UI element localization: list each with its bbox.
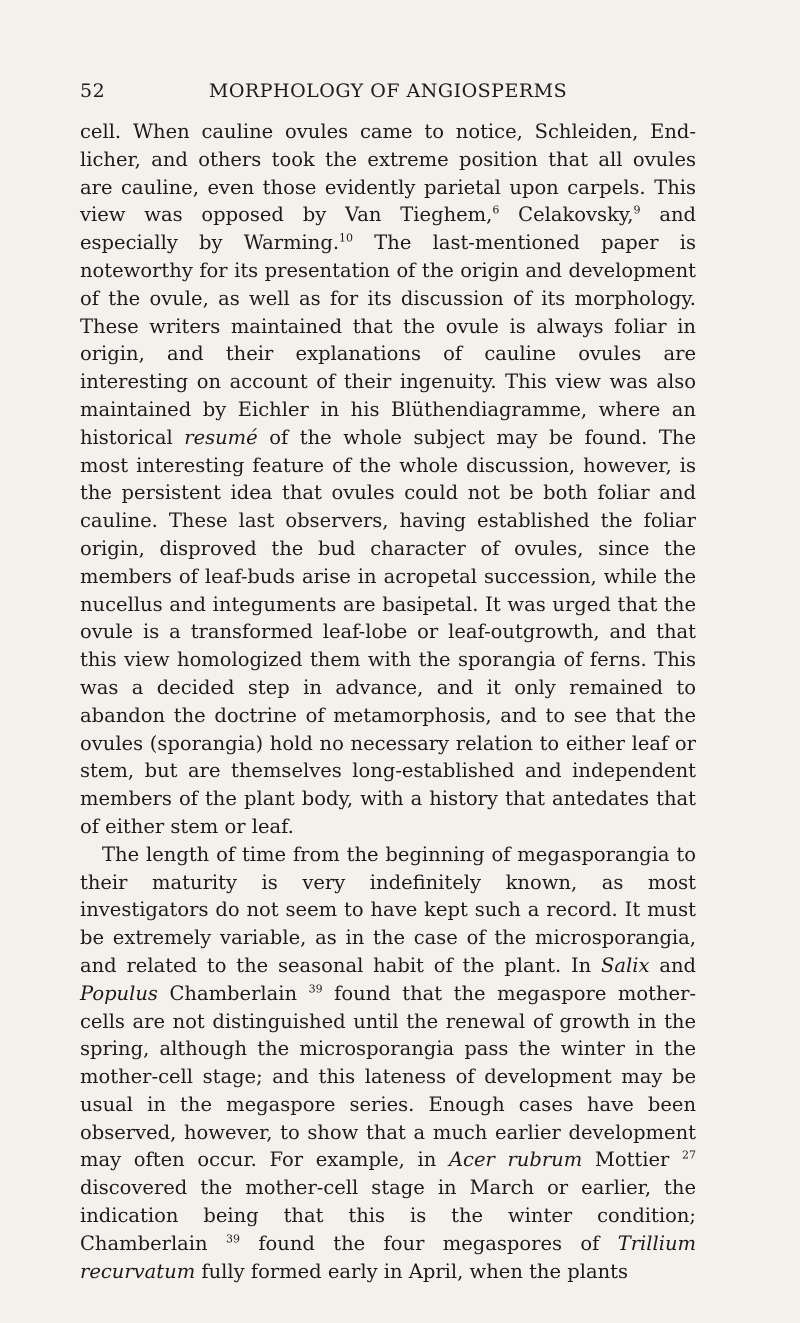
text-segment: Mottier bbox=[582, 1148, 682, 1172]
text-segment: of the whole subject may be found. The most interesting feature of the whole discussion, however, is the persistent idea that ovules could not be both foliar and cauline. These last observers, having established the foliar origin, disproved the bud character of ovules, since the members of leaf-buds arise in acropetal succession, while the nucellus and integuments are basipetal. It was urged that the ovule is a transformed leaf-lobe or leaf-outgrowth, and that this view homologized them with the sporangia of ferns. This was a decided step in advance, and it only remained to abandon the doctrine of metamorphosis, and to see that the ovules (sporangia) hold no necessary relation to either leaf or stem, but are themselves long-established and independent members of the plant body, with a history that antedates that of either stem or leaf. bbox=[80, 425, 696, 838]
page-number: 52 bbox=[80, 80, 106, 102]
text-segment: The length of time from the beginning of megasporangia to their maturity is very indefinitely known, as most investigators do not seem to have kept such a record. It must be extremely variable, as in the case of the microsporangia, and related to the seasonal habit of the plant. In bbox=[80, 842, 696, 977]
italic-text: resumé bbox=[184, 425, 258, 449]
body-text bbox=[80, 118, 696, 1285]
paragraph bbox=[80, 118, 696, 841]
reference-number: 6 bbox=[492, 203, 500, 217]
text-segment: and especially by Warming. bbox=[80, 203, 696, 255]
text-segment: cell. When cauline ovules came to notice, Schleiden, Endlicher, and others took the extreme position that all ovules are cauline, even those evidently parietal upon carpels. This view was opposed by Van Tieghem, bbox=[80, 120, 696, 227]
text-segment: discovered the mother-cell stage in March or earlier, the indication being that this is the winter condition; Chamberlain bbox=[80, 1176, 696, 1255]
reference-number: 27 bbox=[682, 1148, 696, 1162]
running-head: MORPHOLOGY OF ANGIOSPERMS bbox=[208, 80, 568, 102]
italic-text: Acer rubrum bbox=[448, 1148, 583, 1172]
reference-number: 39 bbox=[225, 1232, 240, 1246]
text-segment: The last-mentioned paper is noteworthy for its presentation of the origin and development of the ovule, as well as for its discussion of its morphology. These writers maintained that the ovule is always foliar in origin, and their explanations of cauline ovules are interesting on account of their ingenuity. This view was also maintained by Eichler in his Blüthendiagramme, where an historical bbox=[80, 231, 696, 449]
reference-number: 10 bbox=[339, 231, 354, 245]
italic-text: Trillium recurvatum bbox=[80, 1231, 697, 1283]
paragraph bbox=[80, 841, 696, 1286]
text-segment: and bbox=[649, 953, 696, 977]
text-segment: Celakovsky, bbox=[499, 203, 634, 227]
italic-text: Populus bbox=[80, 981, 158, 1005]
text-segment: found that the megaspore mother-cells are not distinguished until the renewal of growth in the spring, although the microsporangia pass the winter in the mother-cell stage; and this lateness of development may be usual in the megaspore series. Enough cases have been observed, however, to show that a much earlier development may often occur. For example, in bbox=[80, 981, 696, 1172]
reference-number: 39 bbox=[308, 982, 323, 996]
italic-text: Salix bbox=[601, 953, 650, 977]
text-segment: found the four megaspores of bbox=[239, 1231, 618, 1255]
page-header bbox=[80, 80, 696, 110]
text-segment: Chamberlain bbox=[157, 981, 309, 1005]
text-segment: fully formed early in April, when the plants bbox=[195, 1259, 628, 1283]
reference-number: 9 bbox=[633, 203, 641, 217]
